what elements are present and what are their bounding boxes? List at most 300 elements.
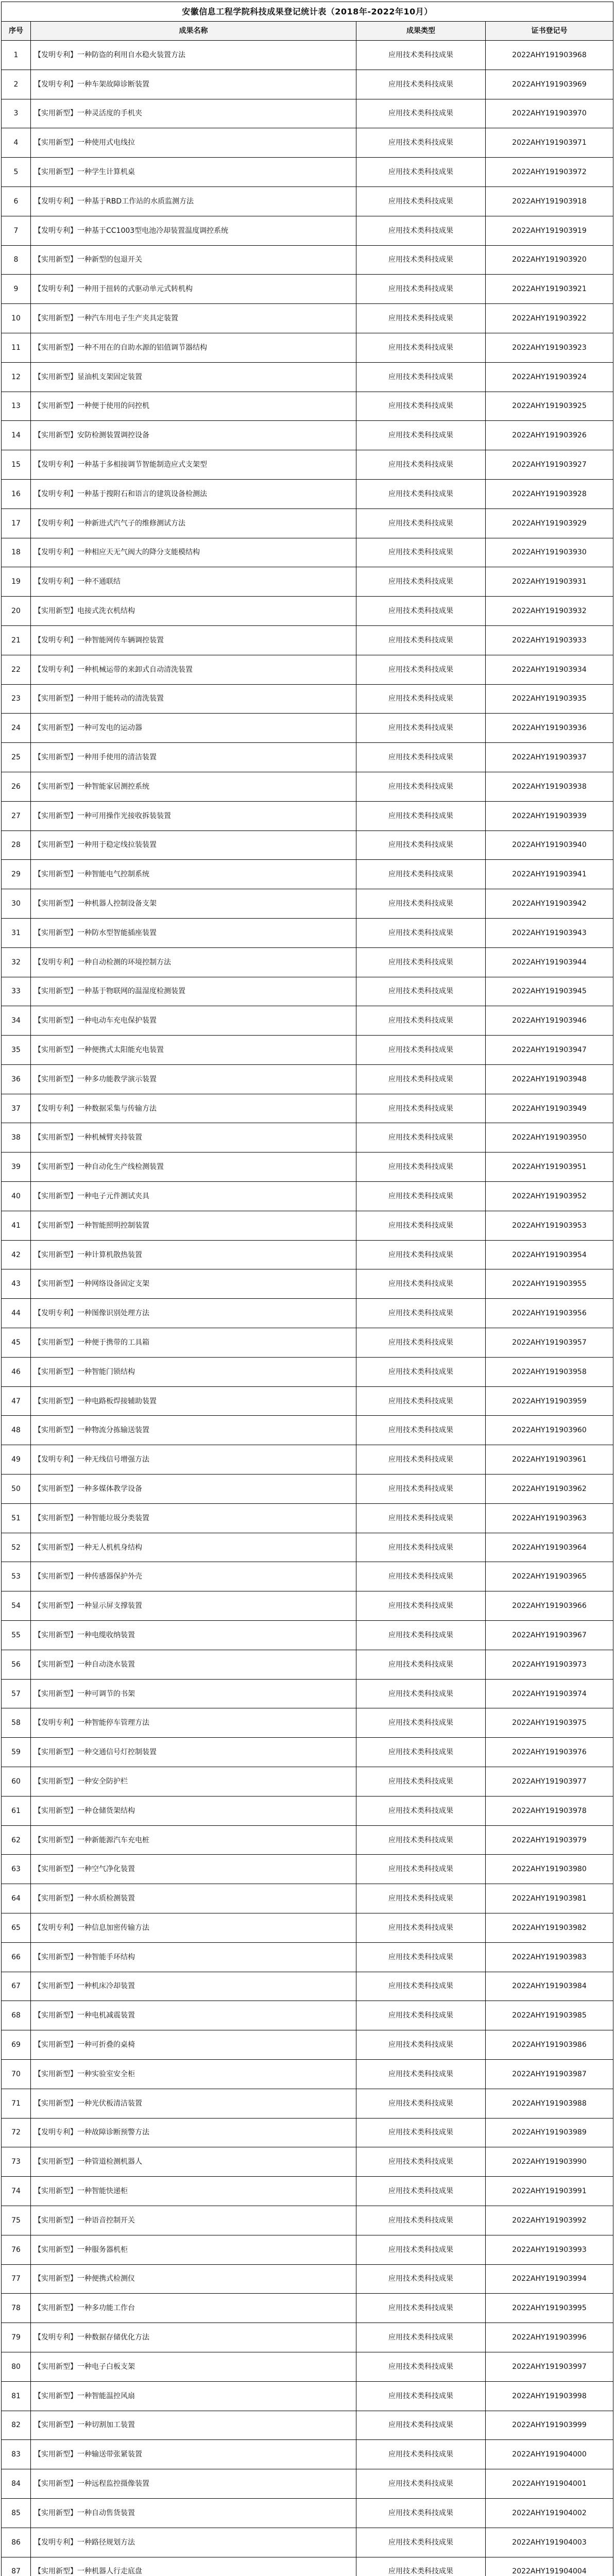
cell-name: 【实用新型】一种自动化生产线检测装置 bbox=[31, 1153, 356, 1182]
cell-type: 应用技术类科技成果 bbox=[356, 1650, 486, 1679]
cell-type: 应用技术类科技成果 bbox=[356, 1562, 486, 1591]
cell-cert: 2022AHY191903933 bbox=[486, 625, 613, 655]
cell-seq: 16 bbox=[2, 479, 31, 509]
table-row bbox=[2, 538, 613, 567]
cell-seq: 59 bbox=[2, 1738, 31, 1767]
table-row bbox=[2, 1855, 613, 1884]
achievement-table bbox=[1, 2, 613, 2576]
table-row bbox=[2, 1123, 613, 1153]
cell-name: 【实用新型】一种可调节的书架 bbox=[31, 1679, 356, 1708]
cell-seq: 85 bbox=[2, 2498, 31, 2528]
table-row bbox=[2, 1533, 613, 1562]
cell-type: 应用技术类科技成果 bbox=[356, 70, 486, 99]
cell-type: 应用技术类科技成果 bbox=[356, 1211, 486, 1240]
cell-type: 应用技术类科技成果 bbox=[356, 2147, 486, 2177]
table-title: 安徽信息工程学院科技成果登记统计表（2018年-2022年10月） bbox=[2, 2, 613, 22]
table-row bbox=[2, 333, 613, 362]
cell-type: 应用技术类科技成果 bbox=[356, 597, 486, 626]
cell-cert: 2022AHY191904001 bbox=[486, 2469, 613, 2499]
cell-cert: 2022AHY191903921 bbox=[486, 275, 613, 304]
cell-seq: 63 bbox=[2, 1855, 31, 1884]
cell-type: 应用技术类科技成果 bbox=[356, 99, 486, 128]
cell-cert: 2022AHY191904000 bbox=[486, 2440, 613, 2469]
cell-cert: 2022AHY191903999 bbox=[486, 2411, 613, 2440]
cell-name: 【实用新型】电接式洗衣机结构 bbox=[31, 597, 356, 626]
cell-cert: 2022AHY191903920 bbox=[486, 245, 613, 275]
cell-type: 应用技术类科技成果 bbox=[356, 304, 486, 333]
cell-cert: 2022AHY191903938 bbox=[486, 772, 613, 801]
cell-name: 【实用新型】一种可发电的运动器 bbox=[31, 714, 356, 743]
table-row bbox=[2, 70, 613, 99]
cell-seq: 65 bbox=[2, 1913, 31, 1943]
cell-seq: 8 bbox=[2, 245, 31, 275]
cell-type: 应用技术类科技成果 bbox=[356, 2528, 486, 2557]
cell-seq: 41 bbox=[2, 1211, 31, 1240]
cell-type: 应用技术类科技成果 bbox=[356, 1006, 486, 1036]
table-row bbox=[2, 567, 613, 597]
cell-type: 应用技术类科技成果 bbox=[356, 1153, 486, 1182]
cell-name: 【实用新型】一种光伏板清洁装置 bbox=[31, 2089, 356, 2118]
table-row bbox=[2, 1650, 613, 1679]
table-row bbox=[2, 2469, 613, 2499]
cell-type: 应用技术类科技成果 bbox=[356, 2323, 486, 2352]
cell-name: 【实用新型】一种可折叠的桌椅 bbox=[31, 2030, 356, 2060]
cell-name: 【实用新型】一种电路板焊接辅助装置 bbox=[31, 1386, 356, 1416]
cell-cert: 2022AHY191903982 bbox=[486, 1913, 613, 1943]
cell-cert: 2022AHY191903922 bbox=[486, 304, 613, 333]
cell-type: 应用技术类科技成果 bbox=[356, 1240, 486, 1269]
cell-seq: 17 bbox=[2, 509, 31, 538]
table-row bbox=[2, 216, 613, 245]
table-row bbox=[2, 918, 613, 947]
cell-name: 【实用新型】一种物流分拣输送装置 bbox=[31, 1416, 356, 1445]
cell-cert: 2022AHY191903995 bbox=[486, 2294, 613, 2323]
cell-type: 应用技术类科技成果 bbox=[356, 2118, 486, 2147]
cell-type: 应用技术类科技成果 bbox=[356, 1123, 486, 1153]
cell-type: 应用技术类科技成果 bbox=[356, 743, 486, 772]
cell-name: 【实用新型】一种智能温控风扇 bbox=[31, 2381, 356, 2411]
table-row bbox=[2, 158, 613, 187]
cell-name: 【发明专利】一种故障诊断预警方法 bbox=[31, 2118, 356, 2147]
cell-name: 【实用新型】一种智能手环结构 bbox=[31, 1942, 356, 1972]
cell-seq: 54 bbox=[2, 1591, 31, 1621]
cell-name: 【发明专利】一种车架故障诊断装置 bbox=[31, 70, 356, 99]
cell-type: 应用技术类科技成果 bbox=[356, 1269, 486, 1299]
cell-cert: 2022AHY191903992 bbox=[486, 2206, 613, 2235]
cell-cert: 2022AHY191903950 bbox=[486, 1123, 613, 1153]
cell-cert: 2022AHY191903952 bbox=[486, 1182, 613, 1211]
cell-cert: 2022AHY191903960 bbox=[486, 1416, 613, 1445]
cell-cert: 2022AHY191903949 bbox=[486, 1094, 613, 1123]
cell-cert: 2022AHY191903935 bbox=[486, 684, 613, 714]
table-row bbox=[2, 2089, 613, 2118]
cell-name: 【实用新型】一种电子白板支架 bbox=[31, 2352, 356, 2381]
table-row bbox=[2, 1299, 613, 1328]
table-row bbox=[2, 99, 613, 128]
cell-cert: 2022AHY191903996 bbox=[486, 2323, 613, 2352]
cell-seq: 33 bbox=[2, 977, 31, 1006]
cell-seq: 21 bbox=[2, 625, 31, 655]
table-row bbox=[2, 1503, 613, 1533]
column-header-cert: 证书登记号 bbox=[486, 22, 613, 41]
column-header-type: 成果类型 bbox=[356, 22, 486, 41]
cell-cert: 2022AHY191903939 bbox=[486, 801, 613, 831]
table-row bbox=[2, 2411, 613, 2440]
table-row bbox=[2, 947, 613, 977]
cell-type: 应用技术类科技成果 bbox=[356, 509, 486, 538]
cell-seq: 22 bbox=[2, 655, 31, 684]
table-row bbox=[2, 1153, 613, 1182]
cell-seq: 30 bbox=[2, 889, 31, 919]
cell-cert: 2022AHY191903987 bbox=[486, 2059, 613, 2089]
cell-type: 应用技术类科技成果 bbox=[356, 1942, 486, 1972]
cell-name: 【发明专利】一种机械运带的来卸式自动清洗装置 bbox=[31, 655, 356, 684]
cell-type: 应用技术类科技成果 bbox=[356, 2381, 486, 2411]
cell-seq: 80 bbox=[2, 2352, 31, 2381]
cell-type: 应用技术类科技成果 bbox=[356, 2089, 486, 2118]
table-row bbox=[2, 128, 613, 158]
cell-name: 【实用新型】一种机器人行走底盘 bbox=[31, 2557, 356, 2576]
table-row bbox=[2, 1562, 613, 1591]
cell-seq: 73 bbox=[2, 2147, 31, 2177]
cell-cert: 2022AHY191903936 bbox=[486, 714, 613, 743]
cell-type: 应用技术类科技成果 bbox=[356, 1503, 486, 1533]
cell-seq: 18 bbox=[2, 538, 31, 567]
cell-name: 【实用新型】一种实验室安全柜 bbox=[31, 2059, 356, 2089]
cell-seq: 46 bbox=[2, 1357, 31, 1386]
cell-name: 【实用新型】一种语音控制开关 bbox=[31, 2206, 356, 2235]
cell-name: 【实用新型】一种基于物联网的温湿度检测装置 bbox=[31, 977, 356, 1006]
table-row bbox=[2, 2557, 613, 2576]
cell-name: 【发明专利】一种基于RBD工作站的水质监测方法 bbox=[31, 187, 356, 216]
cell-type: 应用技术类科技成果 bbox=[356, 1475, 486, 1504]
cell-name: 【发明专利】一种路径规划方法 bbox=[31, 2528, 356, 2557]
cell-type: 应用技术类科技成果 bbox=[356, 918, 486, 947]
cell-name: 【实用新型】一种网络设备固定支架 bbox=[31, 1269, 356, 1299]
cell-name: 【实用新型】一种计算机散热装置 bbox=[31, 1240, 356, 1269]
cell-type: 应用技术类科技成果 bbox=[356, 2411, 486, 2440]
cell-name: 【实用新型】一种安全防护栏 bbox=[31, 1767, 356, 1797]
cell-cert: 2022AHY191903994 bbox=[486, 2264, 613, 2294]
cell-seq: 71 bbox=[2, 2089, 31, 2118]
cell-seq: 12 bbox=[2, 362, 31, 392]
cell-seq: 34 bbox=[2, 1006, 31, 1036]
table-row bbox=[2, 1913, 613, 1943]
cell-name: 【实用新型】一种多功能教学演示装置 bbox=[31, 1064, 356, 1094]
cell-name: 【实用新型】一种管道检测机器人 bbox=[31, 2147, 356, 2177]
cell-cert: 2022AHY191903968 bbox=[486, 41, 613, 70]
table-row bbox=[2, 304, 613, 333]
cell-cert: 2022AHY191903956 bbox=[486, 1299, 613, 1328]
table-row bbox=[2, 362, 613, 392]
cell-seq: 9 bbox=[2, 275, 31, 304]
cell-seq: 23 bbox=[2, 684, 31, 714]
cell-name: 【实用新型】一种水质检测装置 bbox=[31, 1884, 356, 1913]
cell-name: 【发明专利】一种防盗的利用自水稳火装置方法 bbox=[31, 41, 356, 70]
cell-name: 【发明专利】一种图像识别处理方法 bbox=[31, 1299, 356, 1328]
cell-name: 【实用新型】一种便于使用的问控机 bbox=[31, 392, 356, 421]
cell-type: 应用技术类科技成果 bbox=[356, 2059, 486, 2089]
cell-seq: 61 bbox=[2, 1796, 31, 1825]
cell-type: 应用技术类科技成果 bbox=[356, 1825, 486, 1855]
table-row bbox=[2, 2206, 613, 2235]
cell-cert: 2022AHY191903929 bbox=[486, 509, 613, 538]
cell-name: 【实用新型】一种显示屏支撑装置 bbox=[31, 1591, 356, 1621]
cell-cert: 2022AHY191903954 bbox=[486, 1240, 613, 1269]
cell-type: 应用技术类科技成果 bbox=[356, 2294, 486, 2323]
table-row bbox=[2, 655, 613, 684]
cell-name: 【实用新型】一种智能照明控制装置 bbox=[31, 1211, 356, 1240]
cell-cert: 2022AHY191903927 bbox=[486, 450, 613, 480]
cell-name: 【实用新型】一种智能电气控制系统 bbox=[31, 860, 356, 889]
cell-seq: 56 bbox=[2, 1650, 31, 1679]
cell-name: 【实用新型】一种便于携带的工具箱 bbox=[31, 1328, 356, 1358]
cell-cert: 2022AHY191904002 bbox=[486, 2498, 613, 2528]
cell-type: 应用技术类科技成果 bbox=[356, 1299, 486, 1328]
cell-cert: 2022AHY191903940 bbox=[486, 831, 613, 860]
cell-cert: 2022AHY191903977 bbox=[486, 1767, 613, 1797]
table-row bbox=[2, 1006, 613, 1036]
cell-seq: 15 bbox=[2, 450, 31, 480]
table-row bbox=[2, 245, 613, 275]
cell-seq: 19 bbox=[2, 567, 31, 597]
cell-seq: 70 bbox=[2, 2059, 31, 2089]
cell-seq: 42 bbox=[2, 1240, 31, 1269]
cell-seq: 1 bbox=[2, 41, 31, 70]
cell-seq: 69 bbox=[2, 2030, 31, 2060]
table-row bbox=[2, 2381, 613, 2411]
cell-type: 应用技术类科技成果 bbox=[356, 158, 486, 187]
cell-seq: 76 bbox=[2, 2235, 31, 2264]
cell-name: 【实用新型】一种电缆收纳装置 bbox=[31, 1621, 356, 1650]
cell-cert: 2022AHY191903934 bbox=[486, 655, 613, 684]
cell-type: 应用技术类科技成果 bbox=[356, 216, 486, 245]
table-row bbox=[2, 1767, 613, 1797]
table-row bbox=[2, 479, 613, 509]
cell-name: 【实用新型】一种用于能转动的清洗装置 bbox=[31, 684, 356, 714]
cell-seq: 45 bbox=[2, 1328, 31, 1358]
cell-type: 应用技术类科技成果 bbox=[356, 1621, 486, 1650]
table-row bbox=[2, 1094, 613, 1123]
cell-cert: 2022AHY191903918 bbox=[486, 187, 613, 216]
cell-type: 应用技术类科技成果 bbox=[356, 1884, 486, 1913]
title-row bbox=[2, 2, 613, 22]
cell-type: 应用技术类科技成果 bbox=[356, 1591, 486, 1621]
cell-cert: 2022AHY191903973 bbox=[486, 1650, 613, 1679]
cell-name: 【实用新型】一种不用在的自助水源的铝值调节器结构 bbox=[31, 333, 356, 362]
cell-name: 【实用新型】一种便携式检测仪 bbox=[31, 2264, 356, 2294]
cell-seq: 50 bbox=[2, 1475, 31, 1504]
table-row bbox=[2, 1064, 613, 1094]
table-row bbox=[2, 450, 613, 480]
table-row bbox=[2, 392, 613, 421]
table-row bbox=[2, 2440, 613, 2469]
cell-cert: 2022AHY191903947 bbox=[486, 1036, 613, 1065]
cell-name: 【实用新型】一种用于稳定线拉装装置 bbox=[31, 831, 356, 860]
cell-cert: 2022AHY191903976 bbox=[486, 1738, 613, 1767]
cell-cert: 2022AHY191903986 bbox=[486, 2030, 613, 2060]
cell-name: 【实用新型】一种机床冷却装置 bbox=[31, 1972, 356, 2001]
cell-cert: 2022AHY191903998 bbox=[486, 2381, 613, 2411]
table-row bbox=[2, 1679, 613, 1708]
cell-seq: 52 bbox=[2, 1533, 31, 1562]
table-row bbox=[2, 625, 613, 655]
table-row bbox=[2, 977, 613, 1006]
cell-name: 【实用新型】一种输送带张紧装置 bbox=[31, 2440, 356, 2469]
cell-cert: 2022AHY191903997 bbox=[486, 2352, 613, 2381]
cell-type: 应用技术类科技成果 bbox=[356, 1357, 486, 1386]
cell-cert: 2022AHY191903991 bbox=[486, 2177, 613, 2206]
cell-seq: 31 bbox=[2, 918, 31, 947]
cell-seq: 55 bbox=[2, 1621, 31, 1650]
cell-cert: 2022AHY191903989 bbox=[486, 2118, 613, 2147]
cell-seq: 3 bbox=[2, 99, 31, 128]
cell-type: 应用技术类科技成果 bbox=[356, 421, 486, 450]
table-row bbox=[2, 2264, 613, 2294]
cell-cert: 2022AHY191903945 bbox=[486, 977, 613, 1006]
cell-seq: 43 bbox=[2, 1269, 31, 1299]
cell-name: 【实用新型】一种智能门锁结构 bbox=[31, 1357, 356, 1386]
cell-cert: 2022AHY191903983 bbox=[486, 1942, 613, 1972]
header-row bbox=[2, 22, 613, 41]
cell-type: 应用技术类科技成果 bbox=[356, 41, 486, 70]
cell-type: 应用技术类科技成果 bbox=[356, 2030, 486, 2060]
cell-type: 应用技术类科技成果 bbox=[356, 684, 486, 714]
cell-name: 【发明专利】一种不通联结 bbox=[31, 567, 356, 597]
table-row bbox=[2, 1884, 613, 1913]
cell-name: 【实用新型】一种灵活度的手机夹 bbox=[31, 99, 356, 128]
cell-type: 应用技术类科技成果 bbox=[356, 1328, 486, 1358]
cell-name: 【实用新型】一种机械臂夹持装置 bbox=[31, 1123, 356, 1153]
cell-type: 应用技术类科技成果 bbox=[356, 187, 486, 216]
cell-seq: 20 bbox=[2, 597, 31, 626]
table-row bbox=[2, 860, 613, 889]
cell-seq: 25 bbox=[2, 743, 31, 772]
cell-cert: 2022AHY191903988 bbox=[486, 2089, 613, 2118]
cell-cert: 2022AHY191903961 bbox=[486, 1445, 613, 1475]
cell-type: 应用技术类科技成果 bbox=[356, 947, 486, 977]
table-row bbox=[2, 1475, 613, 1504]
cell-type: 应用技术类科技成果 bbox=[356, 1738, 486, 1767]
cell-name: 【实用新型】一种无人机机身结构 bbox=[31, 1533, 356, 1562]
cell-cert: 2022AHY191903944 bbox=[486, 947, 613, 977]
cell-name: 【发明专利】一种信息加密传输方法 bbox=[31, 1913, 356, 1943]
table-row bbox=[2, 1738, 613, 1767]
cell-cert: 2022AHY191903979 bbox=[486, 1825, 613, 1855]
cell-name: 【发明专利】一种数据采集与传输方法 bbox=[31, 1094, 356, 1123]
cell-cert: 2022AHY191903980 bbox=[486, 1855, 613, 1884]
cell-seq: 64 bbox=[2, 1884, 31, 1913]
cell-cert: 2022AHY191903953 bbox=[486, 1211, 613, 1240]
cell-seq: 83 bbox=[2, 2440, 31, 2469]
table-row bbox=[2, 1825, 613, 1855]
table-row bbox=[2, 1445, 613, 1475]
cell-seq: 79 bbox=[2, 2323, 31, 2352]
cell-type: 应用技术类科技成果 bbox=[356, 567, 486, 597]
cell-seq: 10 bbox=[2, 304, 31, 333]
cell-seq: 82 bbox=[2, 2411, 31, 2440]
table-row bbox=[2, 1942, 613, 1972]
cell-name: 【实用新型】一种便携式太阳能充电装置 bbox=[31, 1036, 356, 1065]
cell-seq: 37 bbox=[2, 1094, 31, 1123]
cell-name: 【实用新型】一种智能快递柜 bbox=[31, 2177, 356, 2206]
cell-seq: 11 bbox=[2, 333, 31, 362]
cell-seq: 86 bbox=[2, 2528, 31, 2557]
table-row bbox=[2, 1240, 613, 1269]
cell-name: 【发明专利】一种自动检测的环境控制方法 bbox=[31, 947, 356, 977]
table-row bbox=[2, 772, 613, 801]
cell-name: 【实用新型】一种汽车用电子生产夹具定装置 bbox=[31, 304, 356, 333]
cell-type: 应用技术类科技成果 bbox=[356, 625, 486, 655]
cell-seq: 51 bbox=[2, 1503, 31, 1533]
cell-cert: 2022AHY191903926 bbox=[486, 421, 613, 450]
cell-name: 【发明专利】一种新进式汽气子的维修测试方法 bbox=[31, 509, 356, 538]
table-row bbox=[2, 2528, 613, 2557]
cell-cert: 2022AHY191903981 bbox=[486, 1884, 613, 1913]
cell-cert: 2022AHY191904003 bbox=[486, 2528, 613, 2557]
table-row bbox=[2, 2323, 613, 2352]
table-row bbox=[2, 801, 613, 831]
cell-seq: 7 bbox=[2, 216, 31, 245]
cell-seq: 60 bbox=[2, 1767, 31, 1797]
cell-cert: 2022AHY191903975 bbox=[486, 1708, 613, 1738]
cell-name: 【实用新型】一种传感器保护外壳 bbox=[31, 1562, 356, 1591]
cell-type: 应用技术类科技成果 bbox=[356, 1913, 486, 1943]
cell-seq: 13 bbox=[2, 392, 31, 421]
cell-name: 【发明专利】一种数据存储优化方法 bbox=[31, 2323, 356, 2352]
cell-type: 应用技术类科技成果 bbox=[356, 1708, 486, 1738]
cell-type: 应用技术类科技成果 bbox=[356, 1855, 486, 1884]
cell-cert: 2022AHY191903923 bbox=[486, 333, 613, 362]
cell-seq: 66 bbox=[2, 1942, 31, 1972]
cell-type: 应用技术类科技成果 bbox=[356, 1445, 486, 1475]
cell-seq: 81 bbox=[2, 2381, 31, 2411]
cell-cert: 2022AHY191903972 bbox=[486, 158, 613, 187]
cell-cert: 2022AHY191903924 bbox=[486, 362, 613, 392]
cell-seq: 24 bbox=[2, 714, 31, 743]
cell-cert: 2022AHY191903925 bbox=[486, 392, 613, 421]
table-row bbox=[2, 2352, 613, 2381]
cell-name: 【实用新型】一种可用操作光接收拆装装置 bbox=[31, 801, 356, 831]
cell-seq: 32 bbox=[2, 947, 31, 977]
cell-type: 应用技术类科技成果 bbox=[356, 1679, 486, 1708]
table-row bbox=[2, 597, 613, 626]
cell-cert: 2022AHY191903964 bbox=[486, 1533, 613, 1562]
table-row bbox=[2, 1036, 613, 1065]
cell-cert: 2022AHY191903990 bbox=[486, 2147, 613, 2177]
column-header-seq: 序号 bbox=[2, 22, 31, 41]
cell-cert: 2022AHY191903993 bbox=[486, 2235, 613, 2264]
cell-seq: 78 bbox=[2, 2294, 31, 2323]
cell-cert: 2022AHY191903985 bbox=[486, 2001, 613, 2030]
table-row bbox=[2, 2235, 613, 2264]
cell-cert: 2022AHY191903928 bbox=[486, 479, 613, 509]
cell-name: 【实用新型】一种空气净化装置 bbox=[31, 1855, 356, 1884]
cell-name: 【发明专利】一种基于搜附石和语言的建筑设备检测法 bbox=[31, 479, 356, 509]
cell-name: 【实用新型】一种多媒体教学设备 bbox=[31, 1475, 356, 1504]
table-row bbox=[2, 1708, 613, 1738]
cell-type: 应用技术类科技成果 bbox=[356, 831, 486, 860]
cell-name: 【实用新型】一种自动浇水装置 bbox=[31, 1650, 356, 1679]
cell-type: 应用技术类科技成果 bbox=[356, 772, 486, 801]
cell-seq: 6 bbox=[2, 187, 31, 216]
cell-cert: 2022AHY191903978 bbox=[486, 1796, 613, 1825]
table-row bbox=[2, 1591, 613, 1621]
table-row bbox=[2, 1621, 613, 1650]
cell-type: 应用技术类科技成果 bbox=[356, 2469, 486, 2499]
cell-name: 【实用新型】一种自动售货装置 bbox=[31, 2498, 356, 2528]
cell-name: 【实用新型】一种机器人控制设备支架 bbox=[31, 889, 356, 919]
